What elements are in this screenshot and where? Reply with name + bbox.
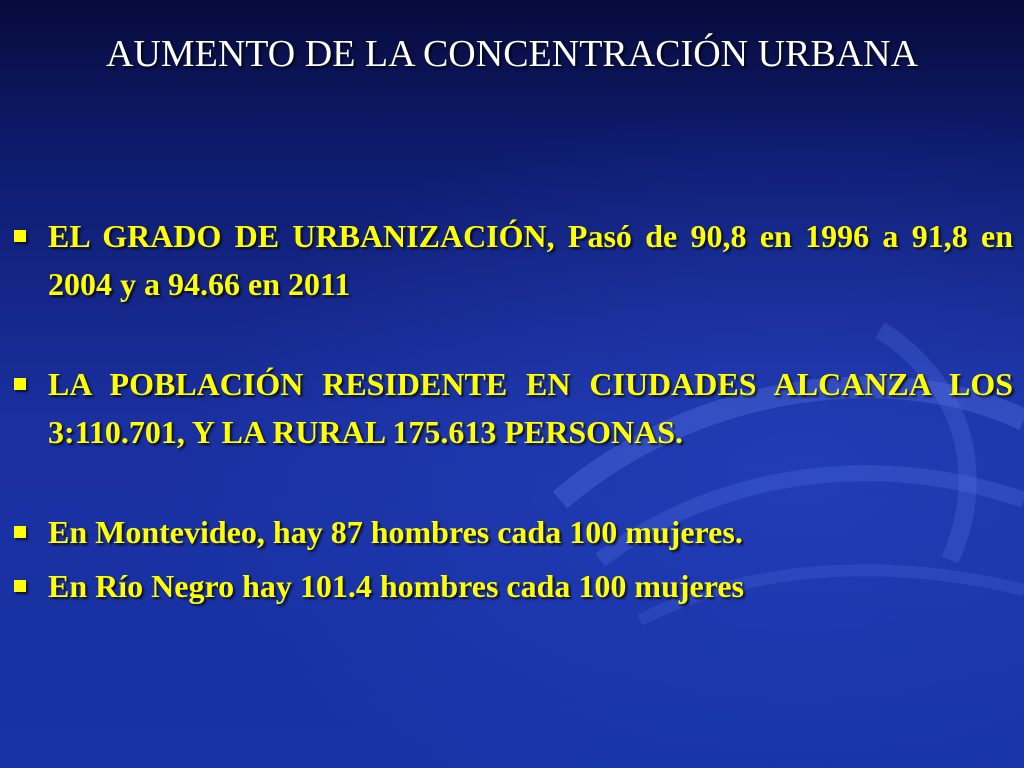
square-bullet-icon xyxy=(14,378,26,390)
bullet-text: LA POBLACIÓN RESIDENTE EN CIUDADES ALCANZA LOS 3:110.701, Y LA RURAL 175.613 PERSONAS. xyxy=(48,366,1013,450)
bullet-text: En Montevideo, hay 87 hombres cada 100 mujeres. xyxy=(48,514,743,550)
square-bullet-icon xyxy=(14,526,26,538)
bullet-item-montevideo xyxy=(10,508,1013,556)
square-bullet-icon xyxy=(14,580,26,592)
bullet-list xyxy=(10,212,1013,610)
bullet-item-urbanization xyxy=(10,212,1013,308)
bullet-text: En Río Negro hay 101.4 hombres cada 100 mujeres xyxy=(48,568,744,604)
bullet-item-population xyxy=(10,360,1013,456)
bullet-text: EL GRADO DE URBANIZACIÓN, Pasó de 90,8 en 1996 a 91,8 en 2004 y a 94.66 en 2011 xyxy=(48,218,1013,302)
bullet-item-rio-negro xyxy=(10,562,1013,610)
square-bullet-icon xyxy=(14,230,26,242)
slide-title: AUMENTO DE LA CONCENTRACIÓN URBANA xyxy=(105,33,919,75)
